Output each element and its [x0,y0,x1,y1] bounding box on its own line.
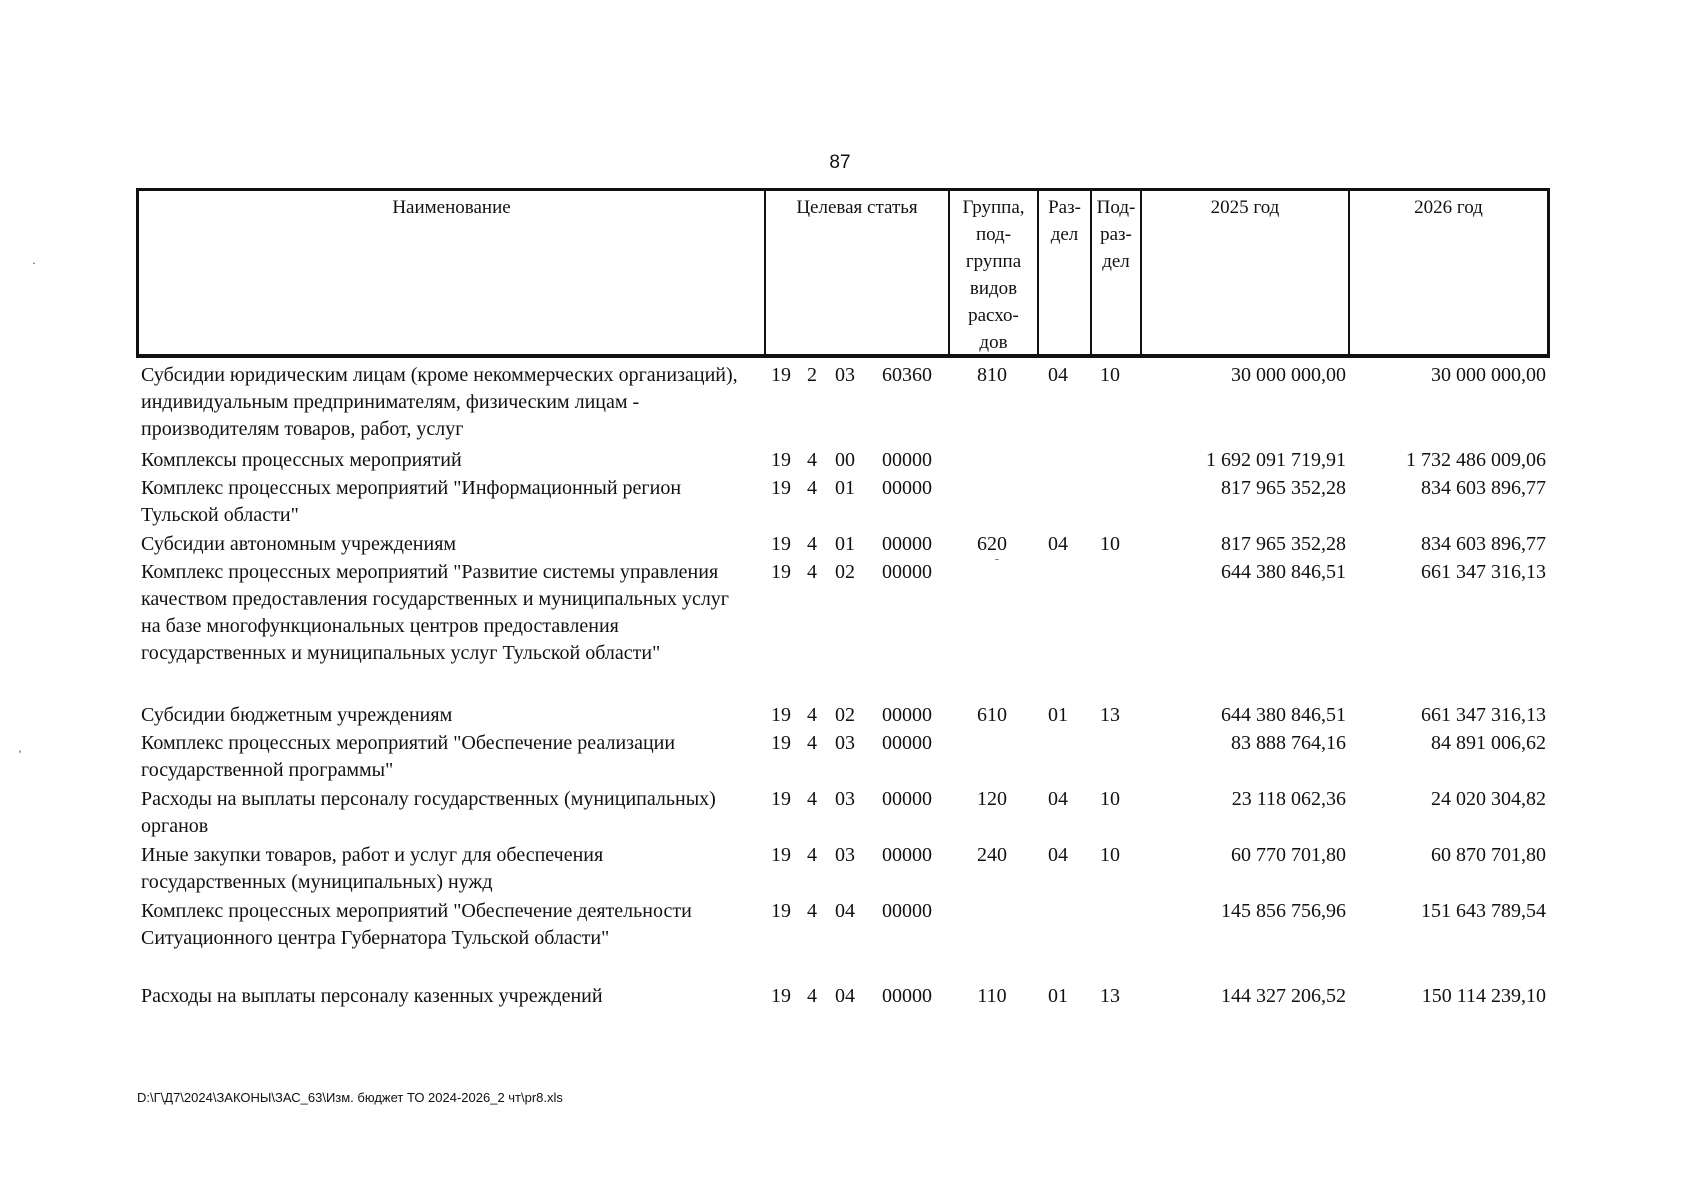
header-group-line: Группа, [962,197,1025,218]
cell-p: 19 [771,477,791,499]
cell-y2026: 30 000 000,00 [1431,364,1546,386]
cell-n: 00000 [882,732,932,754]
cell-p: 19 [771,788,791,810]
header-section-line: дел [1050,224,1079,245]
cell-name: Субсидии автономным учреждениям [141,533,457,555]
cell-n: 60360 [882,364,932,386]
cell-p: 19 [771,561,791,583]
cell-p: 19 [771,732,791,754]
header-group-line: видов [969,278,1018,299]
cell-y2026: 834 603 896,77 [1421,477,1546,499]
cell-g: 03 [835,788,855,810]
cell-n: 00000 [882,449,932,471]
file-path-footer: D:\Г\Д7\2024\ЗАКОНЫ\ЗАС_63\Изм. бюджет ТО 2024-2026_2 чт\pr8.xls [137,1090,563,1105]
header-group-line: расхо- [968,305,1019,326]
cell-y2025: 83 888 764,16 [1231,732,1346,754]
header-group-line: дов [979,332,1008,353]
cell-y2025: 145 856 756,96 [1221,900,1346,922]
cell-t: 4 [807,788,817,810]
cell-n: 00000 [882,985,932,1007]
cell-t: 4 [807,449,817,471]
cell-name: Комплекс процессных мероприятий "Развитие системы управления качеством предоставления государственных и муниципальных услуг на базе многофункциональных центров предоставления государственных и муниципальных услуг Тульской области" [141,561,729,664]
cell-vr: 110 [977,985,1007,1007]
header-target [764,191,948,354]
header-name [139,191,764,354]
cell-rz: 04 [1048,844,1068,866]
cell-p: 19 [771,364,791,386]
cell-y2025: 144 327 206,52 [1221,985,1346,1007]
cell-name: Комплекс процессных мероприятий "Обеспечение реализации государственной программы" [141,732,676,781]
header-2026-label: 2026 год [1414,197,1483,218]
cell-g: 02 [835,561,855,583]
cell-name: Комплексы процессных мероприятий [141,449,462,471]
cell-pr: 10 [1100,788,1120,810]
header-2026 [1348,191,1547,354]
cell-pr: 13 [1100,704,1120,726]
cell-t: 4 [807,704,817,726]
cell-t: 4 [807,561,817,583]
cell-pr: 13 [1100,985,1120,1007]
header-group [948,191,1037,354]
header-name-label: Наименование [392,197,511,218]
cell-vr: 240 [977,844,1007,866]
cell-g: 04 [835,985,855,1007]
cell-vr: 810 [977,364,1007,386]
cell-n: 00000 [882,844,932,866]
cell-y2025: 817 965 352,28 [1221,533,1346,555]
scan-speck: ' [19,747,22,761]
header-subsection-line: раз- [1100,224,1132,245]
cell-vr: 610 [977,704,1007,726]
page-number: 87 [829,152,851,173]
cell-p: 19 [771,449,791,471]
cell-rz: 04 [1048,788,1068,810]
cell-p: 19 [771,900,791,922]
cell-p: 19 [771,704,791,726]
cell-y2026: 151 643 789,54 [1421,900,1546,922]
cell-g: 04 [835,900,855,922]
cell-y2025: 817 965 352,28 [1221,477,1346,499]
cell-name: Комплекс процессных мероприятий "Информационный регион Тульской области" [141,477,682,526]
cell-name: Субсидии юридическим лицам (кроме некоммерческих организаций), индивидуальным предпринимателям, физическим лицам - производителям товаров, работ, услуг [141,364,738,440]
cell-t: 4 [807,900,817,922]
cell-rz: 01 [1048,985,1068,1007]
cell-g: 00 [835,449,855,471]
scan-speck: ˉ [995,555,999,569]
scan-speck: · [32,256,36,270]
cell-vr: 120 [977,788,1007,810]
cell-p: 19 [771,533,791,555]
cell-n: 00000 [882,533,932,555]
cell-n: 00000 [882,704,932,726]
cell-y2026: 661 347 316,13 [1421,704,1546,726]
cell-rz: 04 [1048,364,1068,386]
cell-name: Иные закупки товаров, работ и услуг для обеспечения государственных (муниципальных) нужд [141,844,604,893]
cell-g: 02 [835,704,855,726]
cell-y2026: 84 891 006,62 [1431,732,1546,754]
cell-g: 01 [835,477,855,499]
cell-t: 4 [807,533,817,555]
header-group-line: группа [965,251,1022,272]
cell-y2026: 150 114 239,10 [1421,985,1546,1007]
cell-y2026: 24 020 304,82 [1431,788,1546,810]
cell-y2025: 23 118 062,36 [1231,788,1346,810]
cell-y2026: 834 603 896,77 [1421,533,1546,555]
cell-rz: 01 [1048,704,1068,726]
cell-y2025: 644 380 846,51 [1221,704,1346,726]
cell-t: 4 [807,985,817,1007]
header-section [1037,191,1090,354]
cell-g: 03 [835,844,855,866]
cell-n: 00000 [882,477,932,499]
cell-pr: 10 [1100,364,1120,386]
header-target-label: Целевая статья [796,197,918,218]
header-subsection-line: дел [1102,251,1130,272]
cell-t: 4 [807,844,817,866]
cell-name: Расходы на выплаты персоналу государственных (муниципальных) органов [141,788,716,837]
table-header [136,188,1550,358]
cell-p: 19 [771,985,791,1007]
cell-g: 03 [835,732,855,754]
cell-y2026: 661 347 316,13 [1421,561,1546,583]
cell-pr: 10 [1100,844,1120,866]
cell-y2026: 1 732 486 009,06 [1406,449,1546,471]
cell-y2025: 60 770 701,80 [1231,844,1346,866]
cell-y2025: 1 692 091 719,91 [1206,449,1346,471]
cell-g: 03 [835,364,855,386]
cell-vr: 620 [977,533,1007,555]
header-subsection-line: Под- [1096,197,1136,218]
header-2025 [1140,191,1348,354]
cell-n: 00000 [882,561,932,583]
header-2025-label: 2025 год [1210,197,1280,218]
cell-g: 01 [835,533,855,555]
cell-n: 00000 [882,788,932,810]
cell-rz: 04 [1048,533,1068,555]
cell-y2026: 60 870 701,80 [1431,844,1546,866]
cell-name: Расходы на выплаты персоналу казенных учреждений [141,985,603,1007]
cell-n: 00000 [882,900,932,922]
header-section-line: Раз- [1048,197,1081,218]
cell-pr: 10 [1100,533,1120,555]
cell-y2025: 30 000 000,00 [1231,364,1346,386]
cell-y2025: 644 380 846,51 [1221,561,1346,583]
header-subsection [1090,191,1140,354]
cell-t: 4 [807,477,817,499]
cell-t: 2 [807,364,817,386]
cell-t: 4 [807,732,817,754]
header-group-line: под- [975,224,1012,245]
cell-name: Субсидии бюджетным учреждениям [141,704,453,726]
cell-p: 19 [771,844,791,866]
cell-name: Комплекс процессных мероприятий "Обеспечение деятельности Ситуационного центра Губернатора Тульской области" [141,900,692,949]
